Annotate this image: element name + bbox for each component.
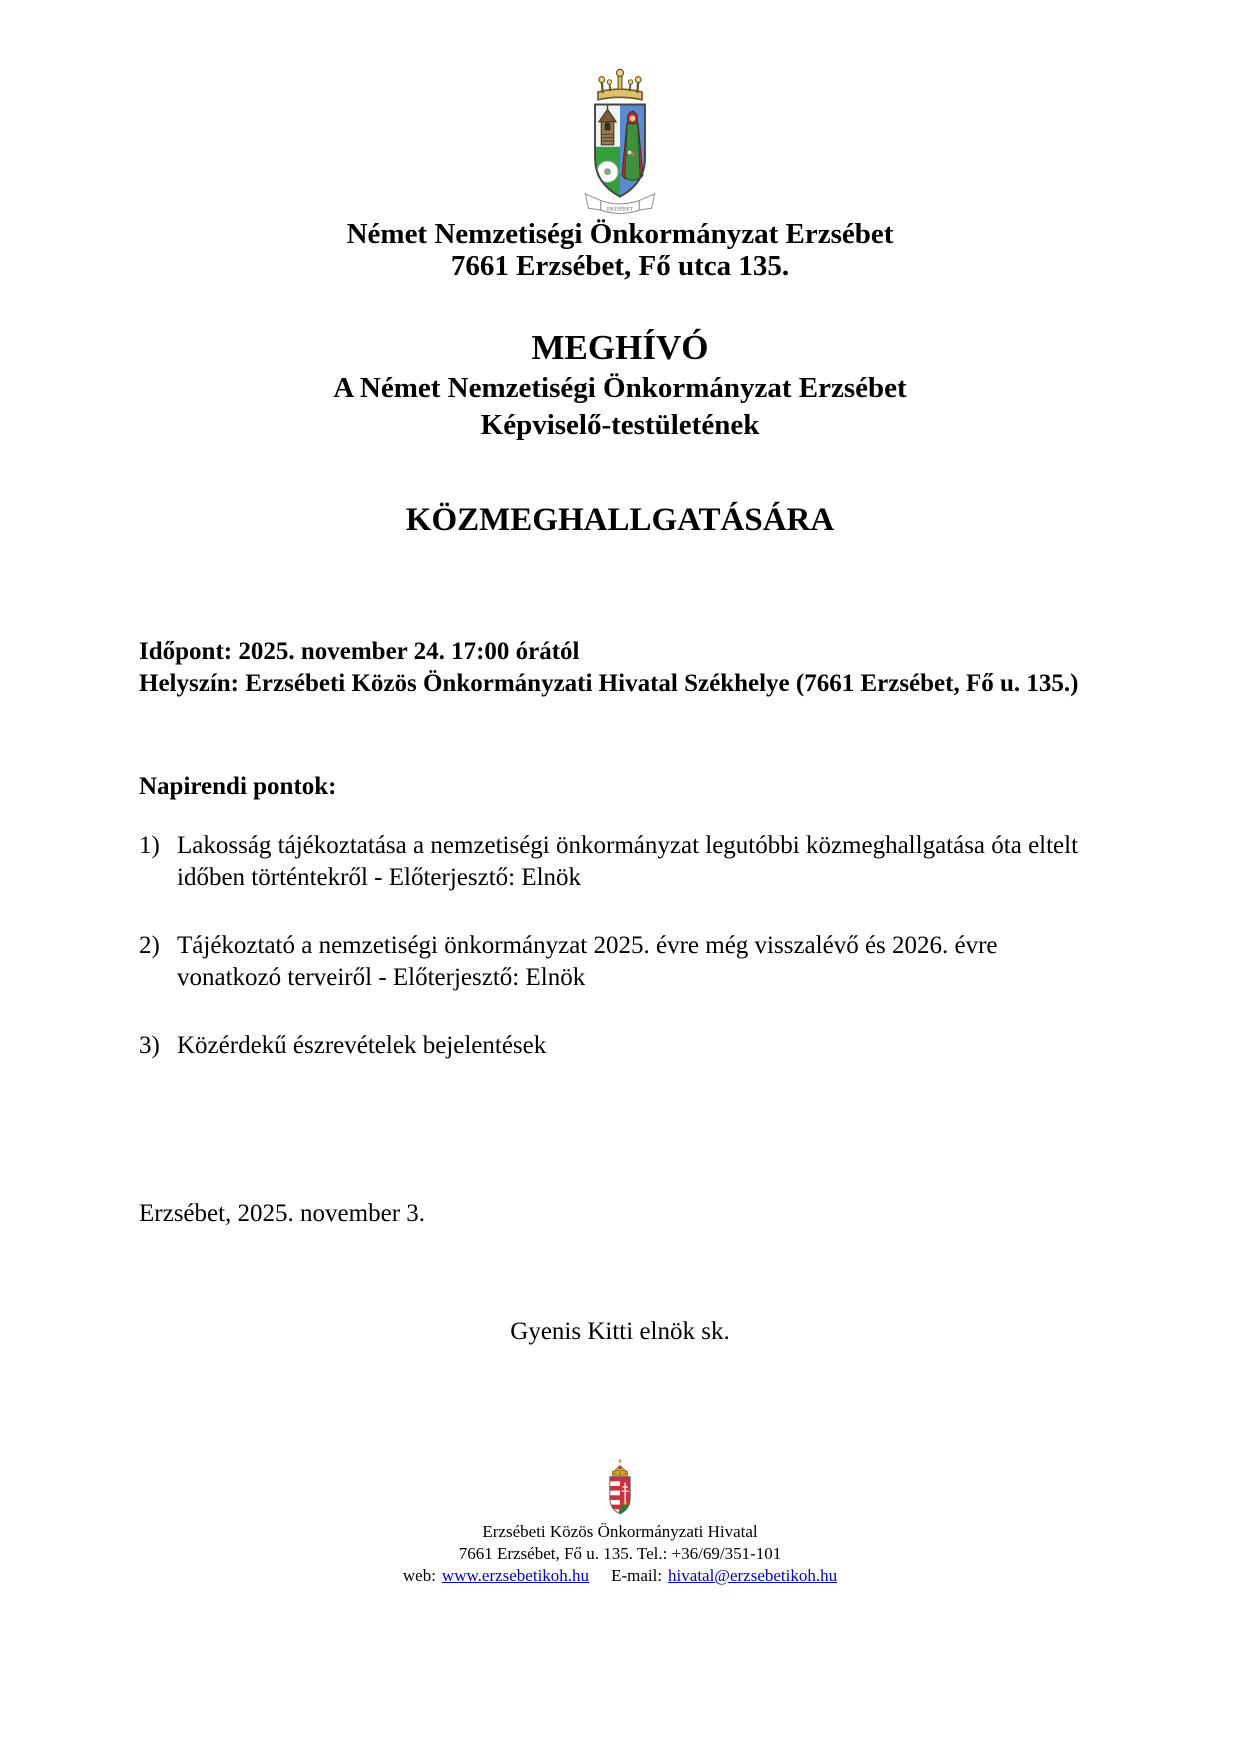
event-title: KÖZMEGHALLGATÁSÁRA: [405, 502, 835, 538]
agenda-item-number: 1): [139, 832, 160, 859]
document-subtitle-line1: A Német Nemzetiségi Önkormányzat Erzsébet: [333, 372, 907, 404]
shield-icon: [595, 105, 645, 197]
agenda-item-text: Tájékoztató a nemzetiségi önkormányzat 2025. évre még visszalévő és 2026. évre vonatkozó terveiről - Előterjesztő: Elnök: [177, 932, 998, 991]
agenda-item-text: Közérdekű észrevételek bejelentések: [177, 1032, 547, 1059]
footer-contact-line: [0, 1565, 1240, 1587]
municipal-coat-of-arms-icon: [572, 64, 668, 218]
agenda-item-number: 3): [139, 1032, 160, 1059]
agenda-item-number: 2): [139, 932, 160, 959]
org-name: Német Nemzetiségi Önkormányzat Erzsébet: [346, 218, 894, 250]
ribbon-text: ERZSÉBET: [606, 206, 634, 213]
web-label: web:: [402, 1566, 436, 1585]
time-value: 2025. november 24. 17:00 órától: [238, 638, 580, 665]
page-footer: [0, 1458, 1240, 1587]
event-location-line: [139, 668, 1089, 700]
document-subtitle-line2: Képviselő-testületének: [480, 409, 760, 441]
holy-crown-icon: [612, 1459, 627, 1475]
location-value: Erzsébeti Közös Önkormányzati Hivatal Székhelye (7661 Erzsébet, Fő u. 135.): [245, 670, 1079, 697]
event-details: [139, 636, 1089, 700]
location-label: Helyszín:: [139, 670, 239, 697]
date-line: Erzsébet, 2025. november 3.: [139, 1200, 426, 1227]
time-label: Időpont:: [139, 638, 233, 665]
agenda-item-1: [139, 830, 1089, 894]
website-link[interactable]: www.erzsebetikoh.hu: [441, 1566, 590, 1585]
email-link[interactable]: hivatal@erzsebetikoh.hu: [668, 1566, 838, 1585]
footer-address-phone: 7661 Erzsébet, Fő u. 135. Tel.: +36/69/351-101: [458, 1544, 782, 1563]
agenda-item-3: [139, 1030, 1089, 1062]
org-address: 7661 Erzsébet, Fő utca 135.: [450, 250, 790, 282]
agenda-item-2: [139, 930, 1089, 994]
document-title: MEGHÍVÓ: [531, 328, 709, 367]
email-label: E-mail:: [611, 1566, 663, 1585]
hungarian-coat-of-arms-icon: [603, 1458, 637, 1519]
event-time-line: [139, 636, 1089, 668]
signature-line: Gyenis Kitti elnök sk.: [510, 1318, 730, 1345]
agenda-item-text: Lakosság tájékoztatása a nemzetiségi önkormányzat legutóbbi közmeghallgatása óta eltelt időben történtekről - Előterjesztő: Elnök: [177, 832, 1079, 891]
crown-icon: [598, 69, 642, 99]
agenda-heading: Napirendi pontok:: [139, 773, 337, 800]
footer-office-name: Erzsébeti Közös Önkormányzati Hivatal: [482, 1522, 758, 1541]
